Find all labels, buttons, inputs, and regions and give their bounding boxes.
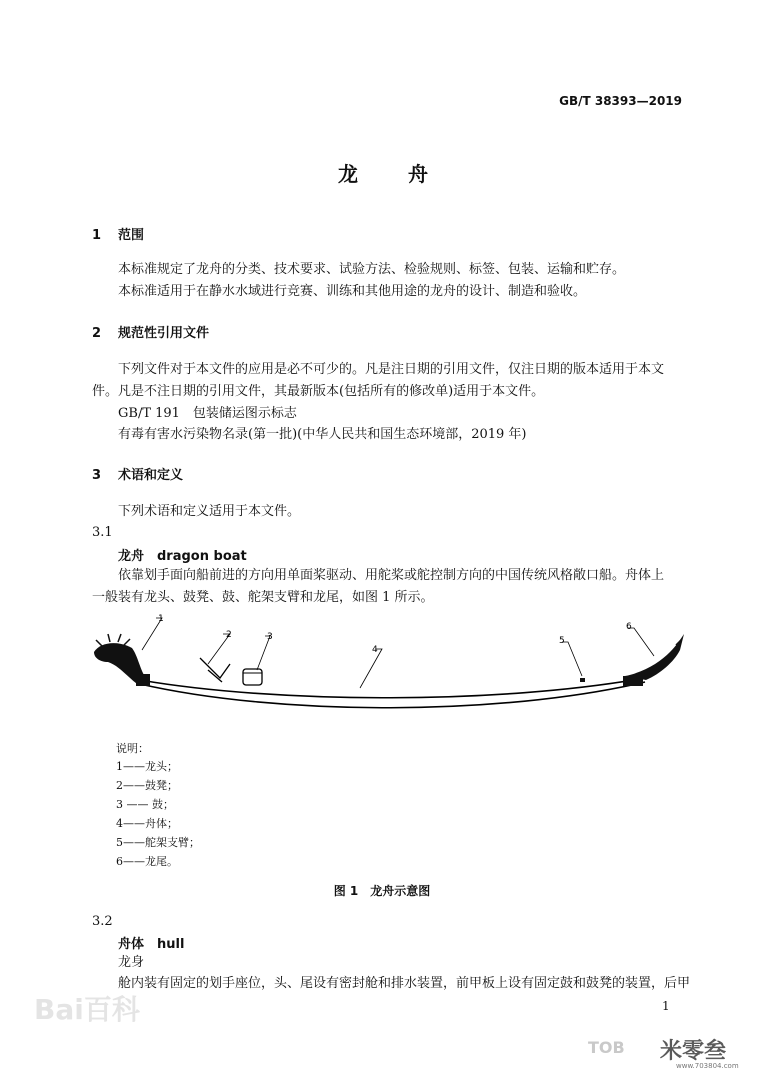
legend-item: 6——龙尾。 <box>116 855 178 868</box>
paragraph: 本标准规定了龙舟的分类、技术要求、试验方法、检验规则、标签、包装、运输和贮存。 <box>118 262 626 277</box>
standard-number: GB/T 38393—2019 <box>559 94 682 108</box>
drum-stool-icon <box>200 658 230 682</box>
page-number: 1 <box>662 999 670 1013</box>
hull-top-line <box>140 678 645 698</box>
paragraph: 下列文件对于本文件的应用是必不可少的。凡是注日期的引用文件，仅注日期的版本适用于本文 <box>118 362 665 377</box>
reference-item: 有毒有害水污染物名录(第一批)(中华人民共和国生态环境部，2019 年) <box>118 427 527 442</box>
section-1-heading <box>92 224 144 243</box>
dragon-tail-icon <box>623 634 684 686</box>
definition: 依靠划手面向船前进的方向用单面桨驱动、用舵桨或舵控制方向的中国传统风格敞口船。舟体上 <box>118 568 665 583</box>
rudder-arm-icon <box>580 678 585 682</box>
section-title: 范围 <box>118 228 145 243</box>
site-url-watermark: www.703804.com <box>676 1062 739 1070</box>
callout-label: 6 <box>626 622 632 632</box>
callout-label: 3 <box>267 632 273 642</box>
legend-item: 5——舵架支臂； <box>116 836 200 849</box>
section-2-heading <box>92 322 209 341</box>
section-3-heading <box>92 464 183 483</box>
callout-label: 5 <box>559 636 565 646</box>
legend-item: 2——鼓凳； <box>116 779 178 792</box>
page-title: 龙舟 <box>338 162 478 186</box>
legend-item: 4——舟体； <box>116 817 178 830</box>
paragraph: 件。凡是不注日期的引用文件，其最新版本(包括所有的修改单)适用于本文件。 <box>92 384 545 399</box>
definition: 一般装有龙头、鼓凳、鼓、舵架支臂和龙尾，如图 1 所示。 <box>92 590 434 605</box>
hull-bottom-line <box>140 682 645 708</box>
section-number: 3 <box>92 468 102 483</box>
site-logo-mark: TOB <box>588 1038 625 1057</box>
paragraph: 下列术语和定义适用于本文件。 <box>118 504 301 519</box>
dragon-head-icon <box>94 634 150 686</box>
term-synonym: 龙身 <box>118 955 145 970</box>
section-number: 1 <box>92 228 102 243</box>
reference-item: GB/T 191 包装储运图示标志 <box>118 406 297 421</box>
definition: 舱内装有固定的划手座位，头、尾设有密封舱和排水装置，前甲板上设有固定鼓和鼓凳的装置，后甲 <box>118 976 691 991</box>
legend-item: 3 —— 鼓； <box>116 798 174 811</box>
legend-item: 1——龙头； <box>116 760 178 773</box>
section-title: 规范性引用文件 <box>118 326 210 341</box>
paragraph: 本标准适用于在静水水域进行竞赛、训练和其他用途的龙舟的设计、制造和验收。 <box>118 284 587 299</box>
term-heading: 龙舟 dragon boat <box>118 549 247 564</box>
dragon-boat-diagram <box>80 612 700 722</box>
legend-title: 说明： <box>116 742 149 755</box>
callout-label: 4 <box>372 645 378 655</box>
drum-icon <box>243 669 262 685</box>
site-name-watermark: 米零叁 <box>660 1039 727 1064</box>
section-title: 术语和定义 <box>118 468 184 483</box>
baidu-watermark: Bai百科 <box>34 993 140 1026</box>
section-number: 2 <box>92 326 102 341</box>
clause-number: 3.1 <box>92 525 113 540</box>
callout-label: 2 <box>226 630 232 640</box>
figure-caption: 图 1 龙舟示意图 <box>333 884 431 898</box>
clause-number: 3.2 <box>92 914 113 929</box>
callout-label: 1 <box>158 614 164 624</box>
term-heading: 舟体 hull <box>118 937 185 952</box>
